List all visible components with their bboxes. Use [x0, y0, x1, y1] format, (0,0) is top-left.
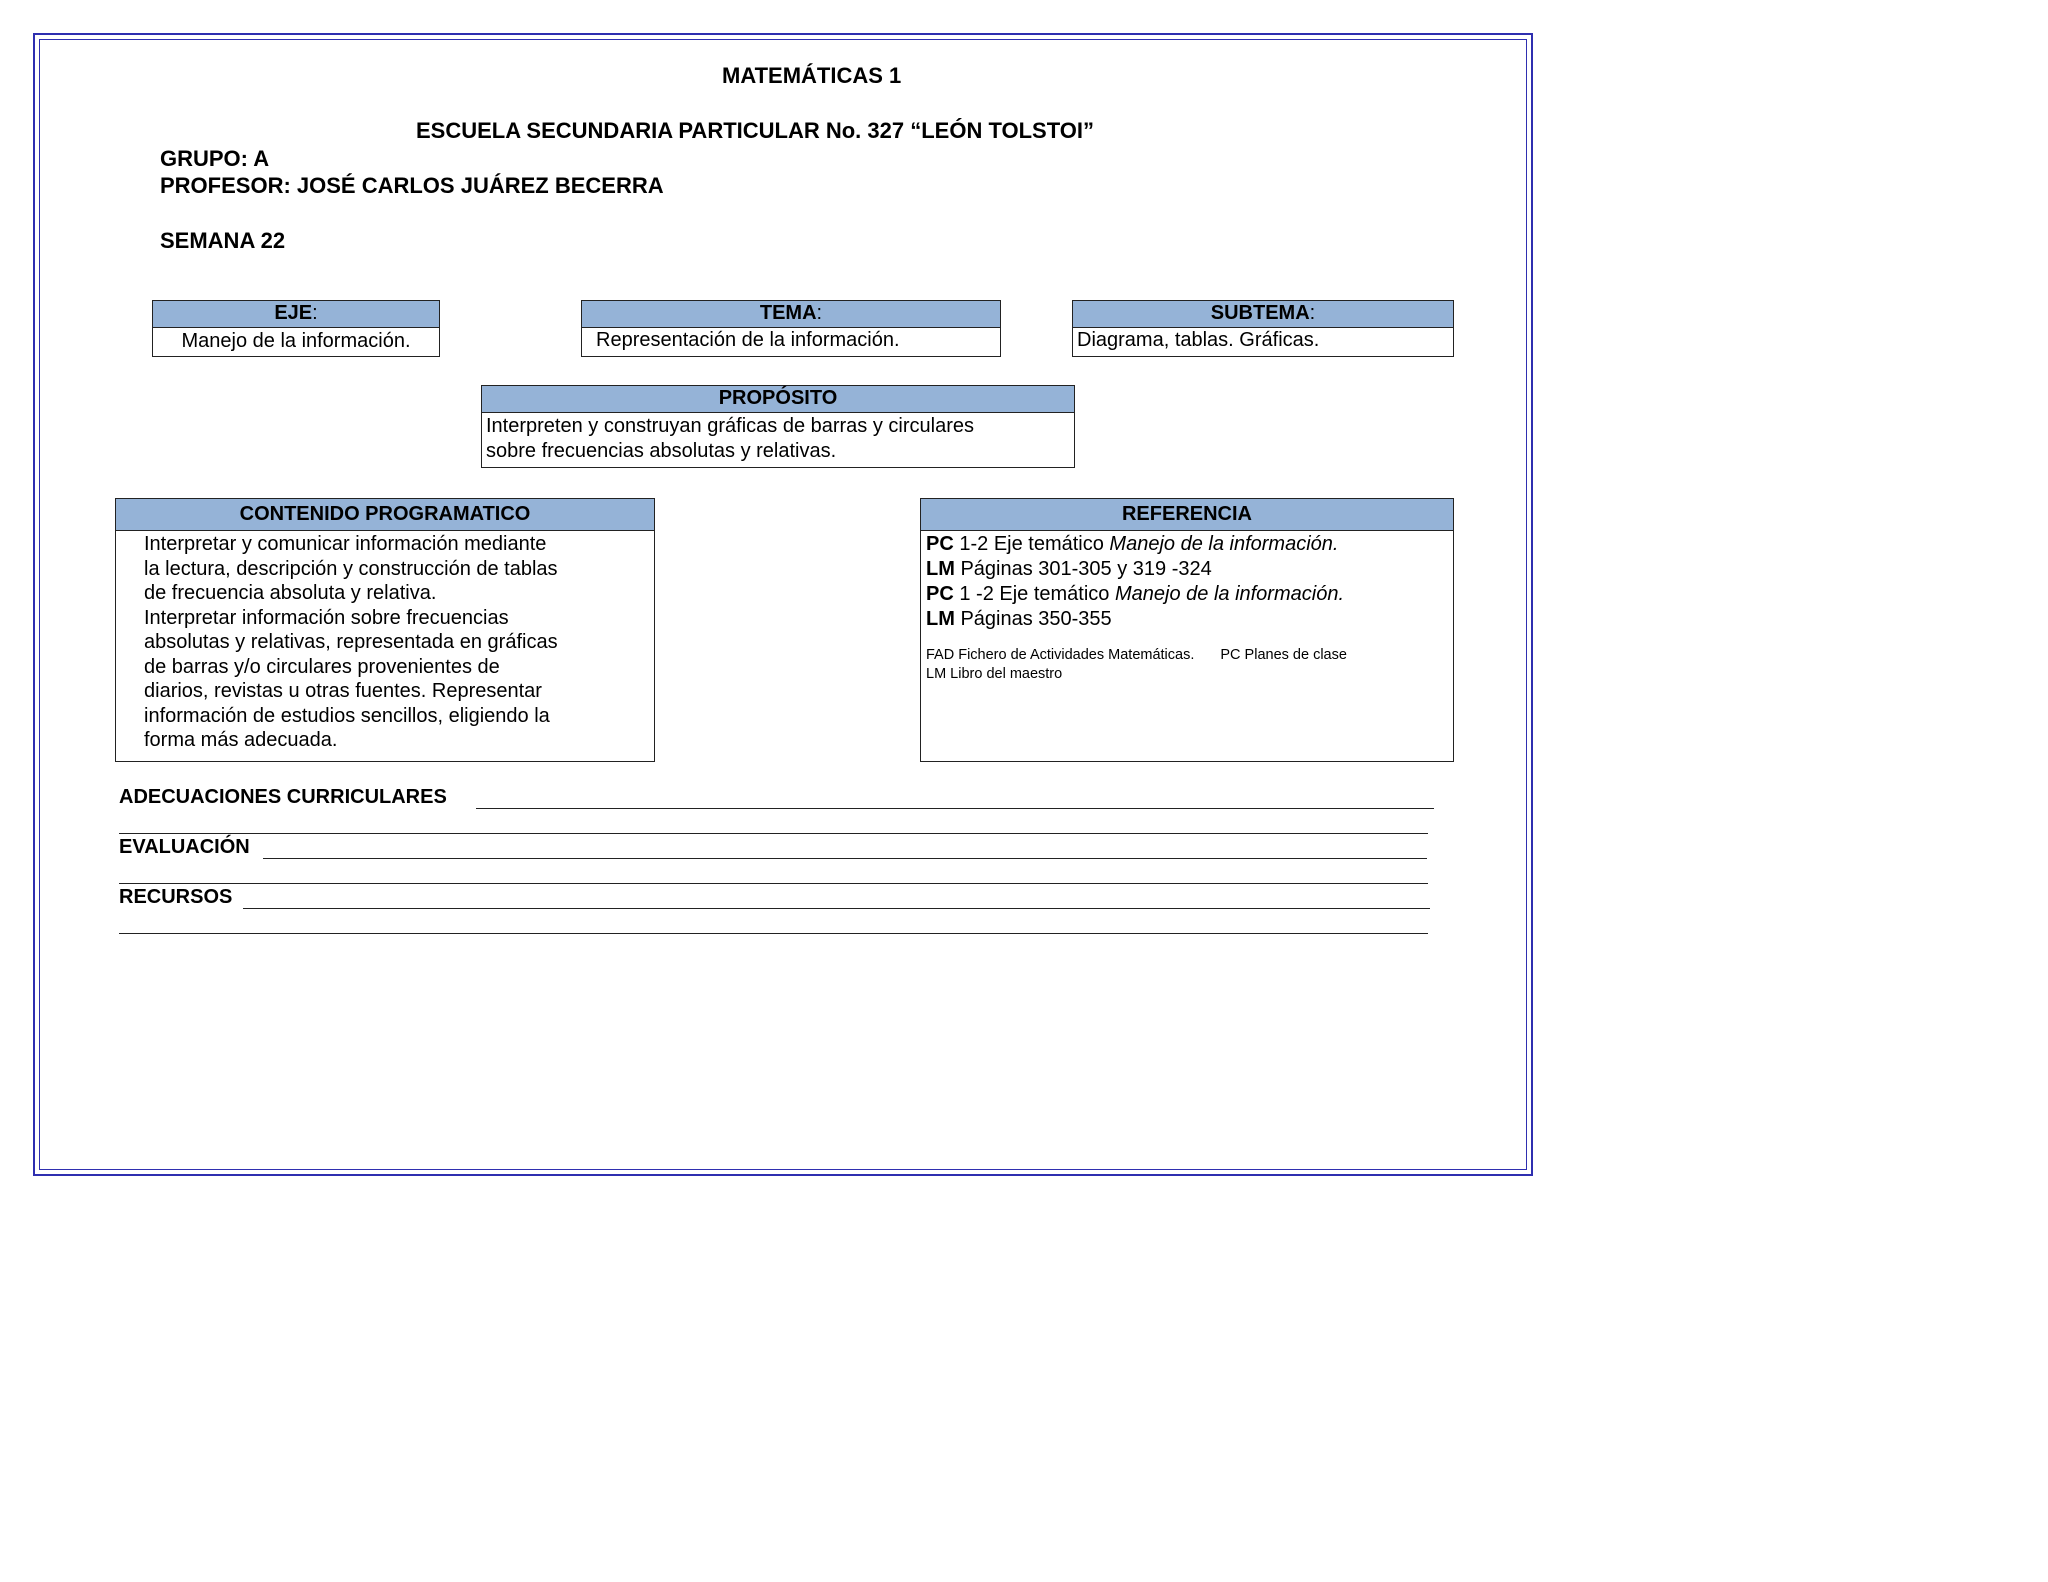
contenido-line: Interpretar y comunicar información mediante: [144, 533, 547, 555]
subtema-colon: :: [1309, 302, 1316, 324]
evaluacion-label: EVALUACIÓN: [119, 836, 250, 858]
reference-item: [926, 582, 1453, 607]
adecuaciones-line[interactable]: [476, 808, 1434, 809]
tema-value: Representación de la información.: [596, 329, 900, 351]
subtema-box: [1072, 300, 1454, 357]
school-name: ESCUELA SECUNDARIA PARTICULAR No. 327 “LEÓN TOLSTOI”: [416, 118, 1094, 143]
reference-text: Páginas 301-305 y 319 -324: [954, 558, 1212, 580]
tema-box: [581, 300, 1001, 357]
contenido-line: de barras y/o circulares provenientes de: [144, 655, 500, 678]
contenido-header: CONTENIDO PROGRAMATICO: [116, 499, 654, 531]
eje-box: [152, 300, 440, 357]
reference-code: PC: [926, 583, 954, 605]
contenido-line: absolutas y relativas, representada en gráficas: [144, 631, 558, 653]
contenido-box: [115, 498, 655, 762]
proposito-body: [482, 413, 1074, 463]
eje-value: Manejo de la información.: [181, 330, 411, 352]
legend-fad: FAD Fichero de Actividades Matemáticas.: [926, 647, 1195, 663]
reference-code: LM: [926, 558, 955, 580]
contenido-line: diarios, revistas u otras fuentes. Representar: [144, 680, 542, 702]
subtema-label: SUBTEMA: [1210, 302, 1310, 324]
week-label: SEMANA 22: [160, 228, 286, 253]
reference-legend: [926, 646, 1453, 665]
proposito-line: sobre frecuencias absolutas y relativas.: [486, 439, 837, 462]
adecuaciones-line-2[interactable]: [119, 833, 1428, 834]
contenido-line: de frecuencia absoluta y relativa.: [144, 582, 437, 604]
recursos-label: RECURSOS: [119, 886, 233, 908]
contenido-line: la lectura, descripción y construcción de tablas: [144, 557, 558, 580]
evaluacion-line-2[interactable]: [119, 883, 1428, 884]
subject-title: MATEMÁTICAS 1: [722, 63, 902, 88]
proposito-line: Interpreten y construyan gráficas de barras y circulares: [486, 415, 974, 437]
contenido-line: información de estudios sencillos, eligiendo la: [144, 704, 550, 727]
eje-colon: :: [312, 302, 318, 324]
referencia-box: [920, 498, 1454, 762]
tema-colon: :: [816, 302, 823, 324]
reference-code: PC: [926, 533, 954, 555]
eje-label: EJE: [274, 302, 313, 324]
group-label: GRUPO: A: [160, 146, 270, 171]
subtema-value: Diagrama, tablas. Gráficas.: [1077, 329, 1320, 351]
legend-lm: LM Libro del maestro: [926, 666, 1063, 682]
recursos-line[interactable]: [243, 908, 1430, 909]
reference-text: Páginas 350-355: [954, 608, 1112, 630]
reference-italic: Manejo de la información.: [1109, 533, 1339, 555]
reference-item: [926, 532, 1453, 557]
reference-item: [926, 557, 1453, 582]
referencia-header: REFERENCIA: [921, 499, 1453, 531]
teacher-label: PROFESOR: JOSÉ CARLOS JUÁREZ BECERRA: [160, 173, 664, 198]
legend-pc: PC Planes de clase: [1220, 647, 1347, 663]
proposito-header: PROPÓSITO: [482, 386, 1074, 413]
tema-header: [582, 301, 1000, 328]
tema-label: TEMA: [759, 302, 817, 324]
reference-italic: Manejo de la información.: [1114, 583, 1344, 605]
proposito-box: [481, 385, 1075, 468]
evaluacion-line[interactable]: [263, 858, 1427, 859]
reference-text: 1 -2 Eje temático: [953, 583, 1115, 605]
subtema-header: [1073, 301, 1453, 328]
recursos-line-2[interactable]: [119, 933, 1428, 934]
contenido-line: forma más adecuada.: [144, 729, 338, 751]
eje-header: [153, 301, 439, 328]
referencia-body: [921, 531, 1453, 684]
contenido-body: [116, 531, 654, 753]
reference-code: LM: [926, 608, 955, 630]
adecuaciones-label: ADECUACIONES CURRICULARES: [119, 786, 447, 808]
reference-text: 1-2 Eje temático: [953, 533, 1110, 555]
reference-item: [926, 607, 1453, 632]
contenido-line: Interpretar información sobre frecuencias: [144, 606, 509, 629]
